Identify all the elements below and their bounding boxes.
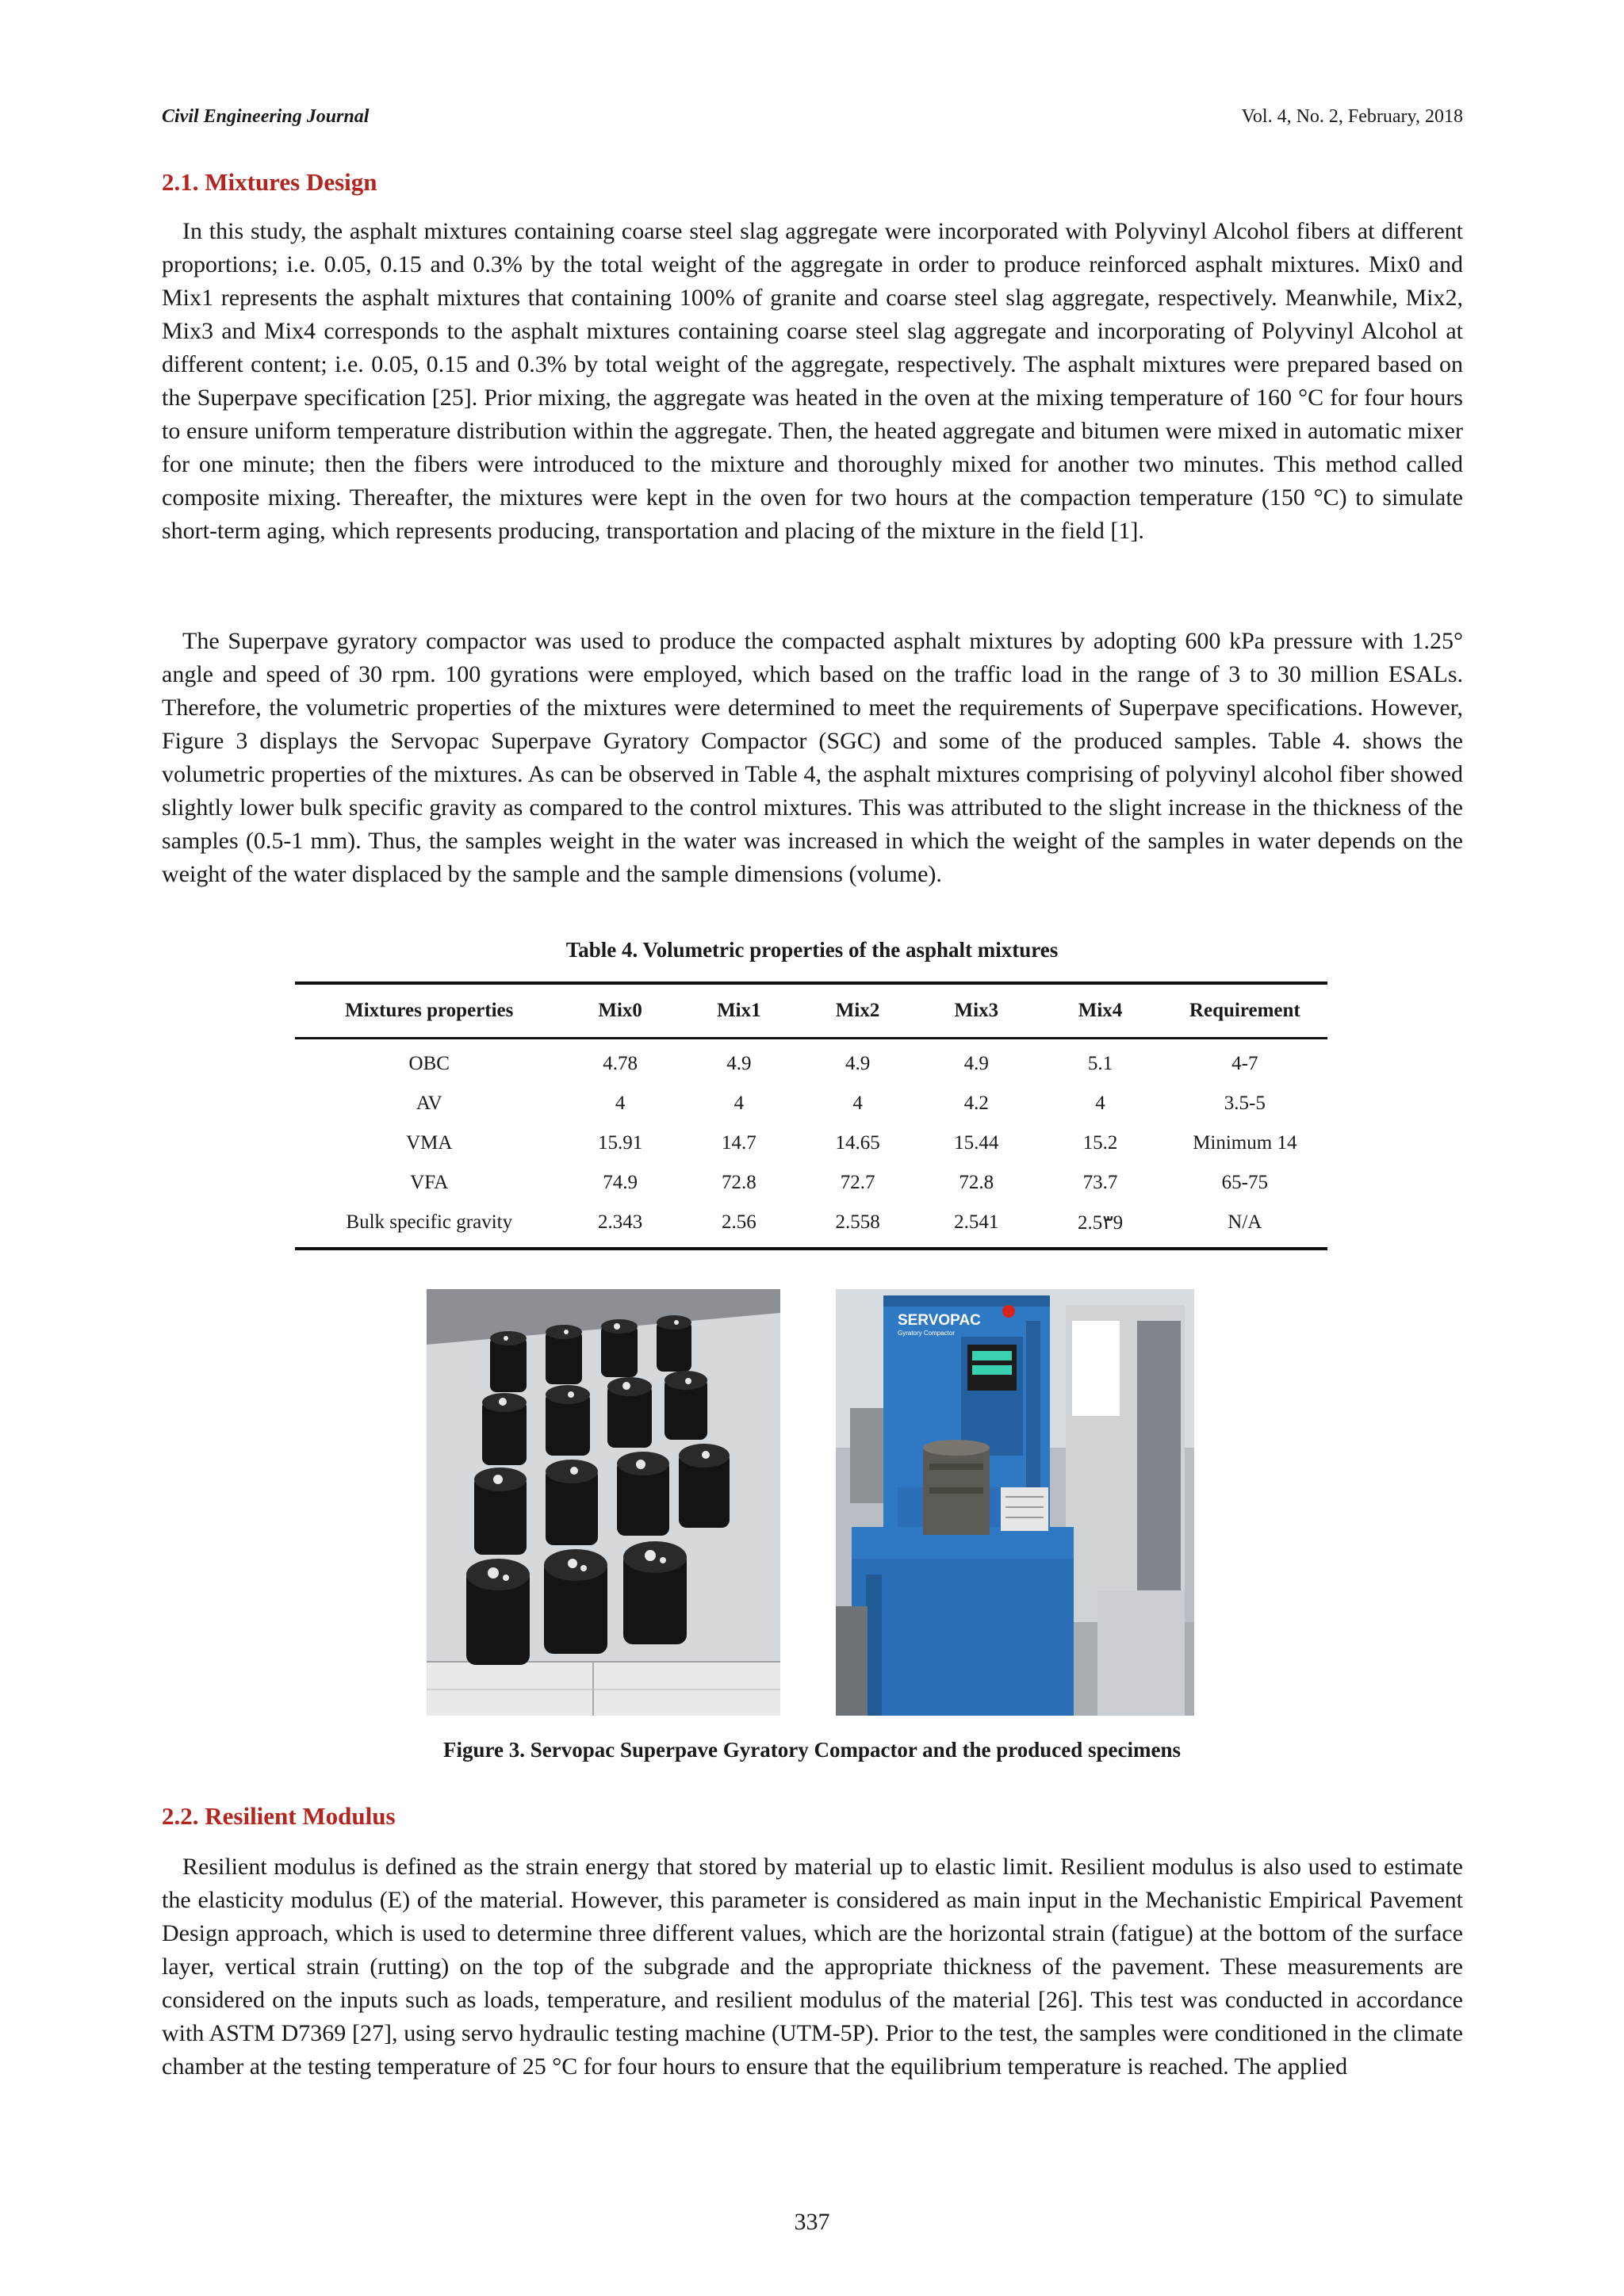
table-cell: 4-7 bbox=[1231, 1053, 1258, 1074]
table-cell: N/A bbox=[1228, 1211, 1262, 1233]
table-cell: 14.65 bbox=[835, 1132, 880, 1154]
figure-caption: Figure 3. Servopac Superpave Gyratory Compactor and the produced specimens bbox=[443, 1738, 1181, 1762]
page-number: 337 bbox=[794, 2209, 830, 2235]
table-cell: VMA bbox=[406, 1132, 453, 1154]
column-header: Mix3 bbox=[954, 1000, 999, 1021]
machine-subtitle-label: Gyratory Compactor bbox=[898, 1330, 956, 1337]
table-cell: 72.8 bbox=[721, 1172, 756, 1193]
column-header: Mix2 bbox=[835, 1000, 880, 1021]
table-cell: 5.1 bbox=[1087, 1053, 1113, 1074]
specimens-photo bbox=[427, 1289, 780, 1716]
table-cell: AV bbox=[416, 1093, 442, 1114]
column-header: Requirement bbox=[1189, 1000, 1300, 1021]
column-header: Mix1 bbox=[717, 1000, 761, 1021]
table-cell: 72.7 bbox=[840, 1172, 875, 1193]
table-cell: 15.44 bbox=[954, 1132, 999, 1154]
table-cell: 74.9 bbox=[603, 1172, 638, 1193]
table-cell: Minimum 14 bbox=[1193, 1132, 1297, 1154]
journal-name: Civil Engineering Journal bbox=[162, 106, 370, 127]
table-row bbox=[295, 1039, 1327, 1085]
table-row bbox=[295, 1084, 1327, 1123]
paragraph-mixtures-design: In this study, the asphalt mixtures containing coarse steel slag aggregate were incorporated with Polyvinyl Alcohol fibers at different proportions; i.e. 0.05, 0.15 and 0.3% by the total weight of the aggregate in order to produce reinforced asphalt mixtures. Mix0 and Mix1 represents the asphalt mixtures that containing 100% of granite and coarse steel slag aggregate, respectively. Meanwhile, Mix2, Mix3 and Mix4 corresponds to the asphalt mixtures containing coarse steel slag aggregate and incorporating of Polyvinyl Alcohol at different content; i.e. 0.05, 0.15 and 0.3% by total weight of the aggregate, respectively. The asphalt mixtures were prepared based on the Superpave specification [25]. Prior mixing, the aggregate was heated in the oven at the mixing temperature of 160 °C for four hours to ensure uniform temperature distribution within the aggregate. Then, the heated aggregate and bitumen were mixed in automatic mixer for one minute; then the fibers were introduced to the mixture and thoroughly mixed for another two minutes. This method called composite mixing. Thereafter, the mixtures were kept in the oven for two hours at the compaction temperature (150 °C) to simulate short-term aging, which represents producing, transportation and placing of the mixture in the field [1]. bbox=[162, 218, 1463, 544]
table-cell: 2.56 bbox=[721, 1211, 756, 1233]
table-cell: 72.8 bbox=[959, 1172, 994, 1193]
table-cell: 4.9 bbox=[726, 1053, 752, 1074]
section-heading-mixtures-design: 2.1. Mixtures Design bbox=[162, 168, 377, 196]
table-cell: 4 bbox=[615, 1093, 626, 1114]
table-cell: 4 bbox=[733, 1093, 745, 1114]
table-cell: 4.2 bbox=[963, 1093, 989, 1114]
table-cell: 14.7 bbox=[721, 1132, 756, 1154]
column-header: Mix0 bbox=[598, 1000, 642, 1021]
table-row bbox=[295, 1123, 1327, 1163]
table-cell: 3.5-5 bbox=[1224, 1093, 1266, 1114]
table-cell: 2.541 bbox=[954, 1211, 999, 1233]
table-cell: 2.5۳9 bbox=[1077, 1212, 1124, 1234]
column-header: Mix4 bbox=[1078, 1000, 1123, 1021]
table-cell: Bulk specific gravity bbox=[346, 1211, 513, 1233]
table-header-row bbox=[295, 983, 1327, 1039]
table-cell: 4.9 bbox=[845, 1053, 871, 1074]
table-row bbox=[295, 1203, 1327, 1249]
table-cell: 4.78 bbox=[603, 1053, 638, 1074]
paragraph-resilient-modulus: Resilient modulus is defined as the strain energy that stored by material up to elastic limit. Resilient modulus is also used to estimate the elasticity modulus (E) of the material. However, this parameter is considered as main input in the Mechanistic Empirical Pavement Design approach, which is used to determine three different values, which are the horizontal strain (fatigue) at the bottom of the surface layer, vertical strain (rutting) on the top of the subgrade and the appropriate thickness of the pavement. These measurements are considered on the inputs such as loads, temperature, and resilient modulus of the material [26]. This test was conducted in accordance with ASTM D7369 [27], using servo hydraulic testing machine (UTM-5P). Prior to the test, the samples were conditioned in the climate chamber at the testing temperature of 25 °C for four hours to ensure that the equilibrium temperature is reached. The applied bbox=[162, 1854, 1463, 2080]
table-caption: Table 4. Volumetric properties of the asphalt mixtures bbox=[565, 938, 1059, 962]
table-cell: 73.7 bbox=[1082, 1172, 1118, 1193]
table-row bbox=[295, 1163, 1327, 1203]
table-cell: 4.9 bbox=[963, 1053, 989, 1074]
paragraph-gyratory-compactor: The Superpave gyratory compactor was used to produce the compacted asphalt mixtures by adopting 600 kPa pressure with 1.25° angle and speed of 30 rpm. 100 gyrations were employed, which based on the traffic load in the range of 3 to 30 million ESALs. Therefore, the volumetric properties of the mixtures were determined to meet the requirements of Superpave specifications. However, Figure 3 displays the Servopac Superpave Gyratory Compactor (SGC) and some of the produced samples. Table 4. shows the volumetric properties of the mixtures. As can be observed in Table 4, the asphalt mixtures comprising of polyvinyl alcohol fiber showed slightly lower bulk specific gravity as compared to the control mixtures. This was attributed to the slight increase in the thickness of the samples (0.5-1 mm). Thus, the samples weight in the water was increased in which the weight of the samples in water depends on the weight of the water displaced by the sample and the sample dimensions (volume). bbox=[162, 628, 1463, 887]
volumetric-properties-table-container bbox=[295, 982, 1327, 1250]
table-cell: VFA bbox=[410, 1172, 449, 1193]
volume-info: Vol. 4, No. 2, February, 2018 bbox=[1241, 106, 1463, 127]
volumetric-properties-table bbox=[295, 982, 1327, 1250]
table-cell: 65-75 bbox=[1221, 1172, 1268, 1193]
machine-brand-label: SERVOPAC bbox=[898, 1312, 981, 1329]
gyratory-compactor-photo bbox=[836, 1289, 1194, 1716]
table-cell: 2.343 bbox=[598, 1211, 643, 1233]
table-cell: 4 bbox=[1095, 1093, 1105, 1114]
table-cell: 2.558 bbox=[835, 1211, 880, 1233]
running-header bbox=[162, 106, 1463, 138]
table-cell: 4 bbox=[852, 1093, 863, 1114]
section-heading-resilient-modulus: 2.2. Resilient Modulus bbox=[162, 1802, 396, 1830]
column-header: Mixtures properties bbox=[345, 1000, 514, 1021]
table-cell: 15.91 bbox=[598, 1132, 643, 1154]
table-cell: OBC bbox=[408, 1053, 450, 1074]
table-cell: 15.2 bbox=[1082, 1132, 1118, 1154]
